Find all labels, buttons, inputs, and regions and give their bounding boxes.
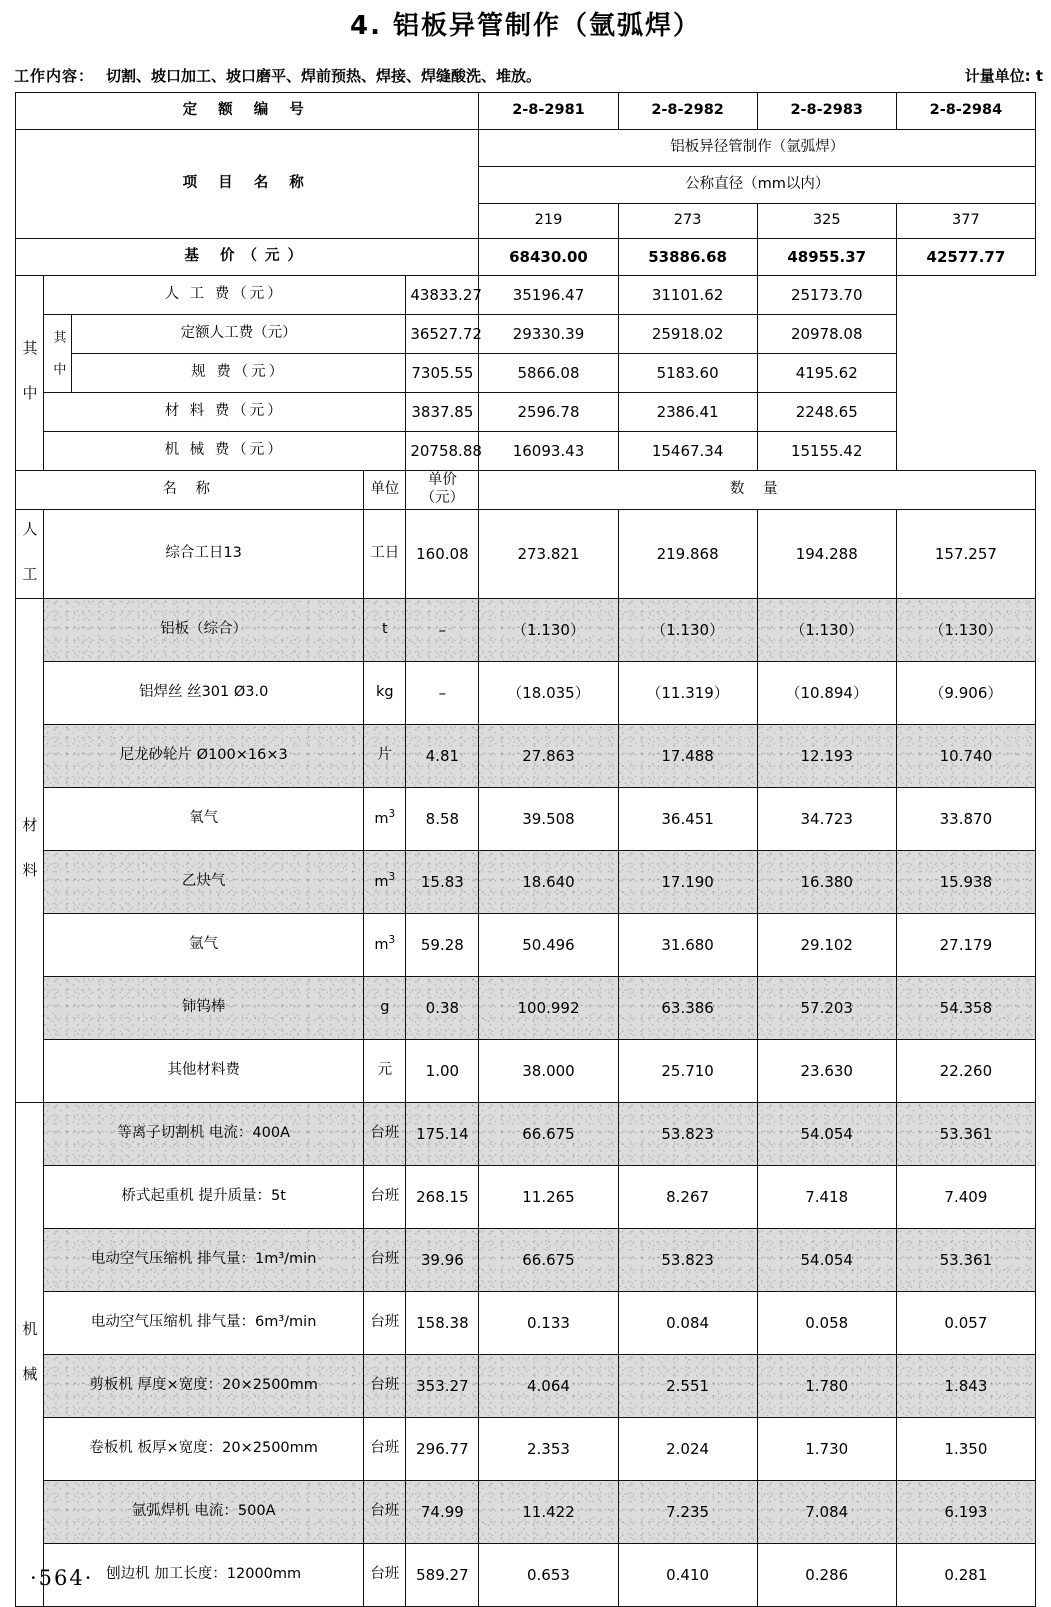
item-name: 尼龙砂轮片 Ø100×16×3	[44, 724, 364, 787]
item-qty-2: 0.286	[757, 1543, 896, 1606]
material-cost-label: 材 料 费（元）	[44, 392, 406, 431]
machinery-cost-0: 20758.88	[406, 431, 479, 470]
labor-cost-1: 35196.47	[479, 275, 618, 314]
item-unit: $m^3$	[364, 850, 406, 913]
project-sub-name: 公称直径（mm以内）	[479, 166, 1036, 203]
section-label-1: 材 料	[16, 598, 44, 1102]
item-qty-0: 66.675	[479, 1102, 618, 1165]
table-row	[16, 1480, 1036, 1543]
item-name: 等离子切割机 电流：400A	[44, 1102, 364, 1165]
labor-cost-label: 人 工 费（元）	[44, 275, 406, 314]
item-qty-1: 36.451	[618, 787, 757, 850]
regulation-fee-2: 5183.60	[618, 353, 757, 392]
item-unit-price: 353.27	[406, 1354, 479, 1417]
item-unit-price: 160.08	[406, 509, 479, 598]
item-qty-1: 7.235	[618, 1480, 757, 1543]
item-qty-1: 31.680	[618, 913, 757, 976]
row-regulation-fee	[16, 353, 1036, 392]
item-qty-0: 39.508	[479, 787, 618, 850]
item-qty-3: 53.361	[896, 1102, 1035, 1165]
item-unit: kg	[364, 661, 406, 724]
item-qty-3: （9.906）	[896, 661, 1035, 724]
table-row	[16, 1543, 1036, 1606]
item-name: 氩弧焊机 电流：500A	[44, 1480, 364, 1543]
item-qty-3: 7.409	[896, 1165, 1035, 1228]
material-cost-3: 2248.65	[757, 392, 896, 431]
item-qty-0: 38.000	[479, 1039, 618, 1102]
detail-header-name: 名 称	[16, 470, 364, 509]
table-row	[16, 913, 1036, 976]
item-name: 电动空气压缩机 排气量：1m³/min	[44, 1228, 364, 1291]
item-qty-1: 53.823	[618, 1102, 757, 1165]
item-qty-2: 57.203	[757, 976, 896, 1039]
item-name: 刨边机 加工长度：12000mm	[44, 1543, 364, 1606]
item-unit-price: 39.96	[406, 1228, 479, 1291]
detail-header-price: 单价（元）	[406, 470, 479, 509]
which-label-inner: 其 中	[44, 314, 72, 392]
item-name: 卷板机 板厚×宽度：20×2500mm	[44, 1417, 364, 1480]
diameter-2: 325	[757, 203, 896, 238]
item-qty-1: 17.488	[618, 724, 757, 787]
item-qty-3: 0.057	[896, 1291, 1035, 1354]
item-unit-price: 296.77	[406, 1417, 479, 1480]
item-name: 其他材料费	[44, 1039, 364, 1102]
item-qty-1: 0.084	[618, 1291, 757, 1354]
item-unit: 元	[364, 1039, 406, 1102]
regulation-fee-0: 7305.55	[406, 353, 479, 392]
item-qty-3: 157.257	[896, 509, 1035, 598]
table-row	[16, 787, 1036, 850]
item-qty-3: 54.358	[896, 976, 1035, 1039]
item-qty-0: 66.675	[479, 1228, 618, 1291]
item-qty-1: （11.319）	[618, 661, 757, 724]
item-qty-3: 33.870	[896, 787, 1035, 850]
item-unit-price: 74.99	[406, 1480, 479, 1543]
item-qty-0: （18.035）	[479, 661, 618, 724]
labor-cost-3: 25173.70	[757, 275, 896, 314]
item-qty-3: 15.938	[896, 850, 1035, 913]
item-qty-2: （1.130）	[757, 598, 896, 661]
quota-code-3: 2-8-2984	[896, 92, 1035, 129]
item-unit-price: –	[406, 661, 479, 724]
item-name: 电动空气压缩机 排气量：6m³/min	[44, 1291, 364, 1354]
row-labor-cost	[16, 275, 1036, 314]
regulation-fee-3: 4195.62	[757, 353, 896, 392]
item-qty-1: 8.267	[618, 1165, 757, 1228]
item-qty-0: （1.130）	[479, 598, 618, 661]
item-qty-2: 29.102	[757, 913, 896, 976]
table-row	[16, 1102, 1036, 1165]
item-unit-price: 175.14	[406, 1102, 479, 1165]
item-qty-2: 16.380	[757, 850, 896, 913]
row-quota-code	[16, 92, 1036, 129]
item-qty-2: 54.054	[757, 1228, 896, 1291]
item-qty-0: 100.992	[479, 976, 618, 1039]
table-row	[16, 598, 1036, 661]
base-price-2: 48955.37	[757, 238, 896, 275]
item-qty-1: 63.386	[618, 976, 757, 1039]
item-unit-price: 4.81	[406, 724, 479, 787]
item-name: 铈钨棒	[44, 976, 364, 1039]
item-name: 综合工日13	[44, 509, 364, 598]
item-unit: 台班	[364, 1291, 406, 1354]
quota-code-1: 2-8-2982	[618, 92, 757, 129]
machinery-cost-2: 15467.34	[618, 431, 757, 470]
item-unit-price: 0.38	[406, 976, 479, 1039]
quota-labor-cost-label: 定额人工费（元）	[72, 314, 406, 353]
section-label-2: 机 械	[16, 1102, 44, 1606]
item-qty-2: 7.084	[757, 1480, 896, 1543]
row-quota-labor-cost	[16, 314, 1036, 353]
table-row	[16, 976, 1036, 1039]
diameter-3: 377	[896, 203, 1035, 238]
item-qty-0: 18.640	[479, 850, 618, 913]
detail-header-unit: 单位	[364, 470, 406, 509]
item-qty-3: 53.361	[896, 1228, 1035, 1291]
item-unit-price: –	[406, 598, 479, 661]
detail-header-quantity: 数 量	[479, 470, 1036, 509]
item-qty-1: 219.868	[618, 509, 757, 598]
item-qty-2: 23.630	[757, 1039, 896, 1102]
item-unit-price: 8.58	[406, 787, 479, 850]
quota-code-0: 2-8-2981	[479, 92, 618, 129]
item-unit: 台班	[364, 1480, 406, 1543]
item-unit: 台班	[364, 1417, 406, 1480]
item-qty-3: 27.179	[896, 913, 1035, 976]
item-unit-price: 158.38	[406, 1291, 479, 1354]
machinery-cost-3: 15155.42	[757, 431, 896, 470]
material-cost-1: 2596.78	[479, 392, 618, 431]
item-qty-3: 1.350	[896, 1417, 1035, 1480]
item-qty-3: 6.193	[896, 1480, 1035, 1543]
item-qty-3: （1.130）	[896, 598, 1035, 661]
quota-labor-cost-2: 25918.02	[618, 314, 757, 353]
item-qty-0: 0.133	[479, 1291, 618, 1354]
table-row	[16, 1417, 1036, 1480]
item-qty-1: 53.823	[618, 1228, 757, 1291]
item-qty-0: 27.863	[479, 724, 618, 787]
item-qty-2: （10.894）	[757, 661, 896, 724]
item-unit-price: 59.28	[406, 913, 479, 976]
item-unit: 台班	[364, 1354, 406, 1417]
item-name: 氩气	[44, 913, 364, 976]
regulation-fee-label: 规 费（元）	[72, 353, 406, 392]
row-project-group	[16, 129, 1036, 166]
item-qty-2: 7.418	[757, 1165, 896, 1228]
project-group-name: 铝板异径管制作（氩弧焊）	[479, 129, 1036, 166]
item-qty-0: 2.353	[479, 1417, 618, 1480]
item-qty-0: 4.064	[479, 1354, 618, 1417]
machinery-cost-1: 16093.43	[479, 431, 618, 470]
row-base-price	[16, 238, 1036, 275]
item-qty-1: 25.710	[618, 1039, 757, 1102]
project-name-label: 项 目 名 称	[16, 129, 479, 238]
item-unit: $m^3$	[364, 787, 406, 850]
quota-code-label: 定 额 编 号	[16, 92, 479, 129]
quota-code-2: 2-8-2983	[757, 92, 896, 129]
table-row	[16, 1228, 1036, 1291]
row-material-cost	[16, 392, 1036, 431]
table-row	[16, 1165, 1036, 1228]
item-unit: 工日	[364, 509, 406, 598]
item-unit-price: 268.15	[406, 1165, 479, 1228]
diameter-1: 273	[618, 203, 757, 238]
base-price-1: 53886.68	[618, 238, 757, 275]
quota-table	[15, 92, 1036, 1607]
item-qty-1: 2.551	[618, 1354, 757, 1417]
item-unit: 台班	[364, 1165, 406, 1228]
machinery-cost-label: 机 械 费（元）	[44, 431, 406, 470]
diameter-0: 219	[479, 203, 618, 238]
item-qty-2: 1.730	[757, 1417, 896, 1480]
page-number: ·564·	[30, 1566, 94, 1590]
material-cost-2: 2386.41	[618, 392, 757, 431]
material-cost-0: 3837.85	[406, 392, 479, 431]
quota-labor-cost-3: 20978.08	[757, 314, 896, 353]
table-row	[16, 1291, 1036, 1354]
item-qty-1: 0.410	[618, 1543, 757, 1606]
item-qty-3: 0.281	[896, 1543, 1035, 1606]
item-unit: t	[364, 598, 406, 661]
item-qty-0: 11.265	[479, 1165, 618, 1228]
which-label-outer: 其 中	[16, 275, 44, 470]
labor-cost-0: 43833.27	[406, 275, 479, 314]
regulation-fee-1: 5866.08	[479, 353, 618, 392]
item-unit-price: 15.83	[406, 850, 479, 913]
item-unit: $m^3$	[364, 913, 406, 976]
item-unit: 台班	[364, 1543, 406, 1606]
item-qty-2: 34.723	[757, 787, 896, 850]
item-name: 乙炔气	[44, 850, 364, 913]
item-unit-price: 589.27	[406, 1543, 479, 1606]
item-qty-0: 0.653	[479, 1543, 618, 1606]
item-qty-1: （1.130）	[618, 598, 757, 661]
item-qty-0: 273.821	[479, 509, 618, 598]
labor-cost-2: 31101.62	[618, 275, 757, 314]
quota-table-body	[16, 92, 1036, 1606]
item-unit: g	[364, 976, 406, 1039]
item-qty-0: 50.496	[479, 913, 618, 976]
item-qty-2: 0.058	[757, 1291, 896, 1354]
item-qty-2: 194.288	[757, 509, 896, 598]
item-unit-price: 1.00	[406, 1039, 479, 1102]
item-unit: 台班	[364, 1228, 406, 1291]
row-machinery-cost	[16, 431, 1036, 470]
item-qty-2: 54.054	[757, 1102, 896, 1165]
item-unit: 台班	[364, 1102, 406, 1165]
item-qty-3: 10.740	[896, 724, 1035, 787]
page-title: 4. 铝板异管制作（氩弧焊）	[349, 11, 702, 41]
item-qty-2: 12.193	[757, 724, 896, 787]
item-qty-1: 2.024	[618, 1417, 757, 1480]
item-name: 桥式起重机 提升质量：5t	[44, 1165, 364, 1228]
item-name: 氧气	[44, 787, 364, 850]
table-row	[16, 850, 1036, 913]
item-unit: 片	[364, 724, 406, 787]
quota-labor-cost-0: 36527.72	[406, 314, 479, 353]
table-row	[16, 1039, 1036, 1102]
item-name: 剪板机 厚度×宽度：20×2500mm	[44, 1354, 364, 1417]
work-content-label: 工作内容：	[14, 66, 95, 85]
item-qty-2: 1.780	[757, 1354, 896, 1417]
table-row	[16, 661, 1036, 724]
base-price-0: 68430.00	[479, 238, 618, 275]
base-price-3: 42577.77	[896, 238, 1035, 275]
item-name: 铝板（综合）	[44, 598, 364, 661]
quota-labor-cost-1: 29330.39	[479, 314, 618, 353]
item-qty-3: 22.260	[896, 1039, 1035, 1102]
work-content	[14, 65, 541, 86]
meta-row	[14, 65, 1043, 86]
section-label-0: 人 工	[16, 509, 44, 598]
base-price-label: 基 价（元）	[16, 238, 479, 275]
item-name: 铝焊丝 丝301 Ø3.0	[44, 661, 364, 724]
work-content-value: 切割、坡口加工、坡口磨平、焊前预热、焊接、焊缝酸洗、堆放。	[106, 66, 542, 85]
measurement-unit: 计量单位: t	[964, 66, 1043, 85]
table-row	[16, 509, 1036, 598]
row-detail-header	[16, 470, 1036, 509]
item-qty-0: 11.422	[479, 1480, 618, 1543]
table-row	[16, 1354, 1036, 1417]
item-qty-3: 1.843	[896, 1354, 1035, 1417]
table-row	[16, 724, 1036, 787]
item-qty-1: 17.190	[618, 850, 757, 913]
